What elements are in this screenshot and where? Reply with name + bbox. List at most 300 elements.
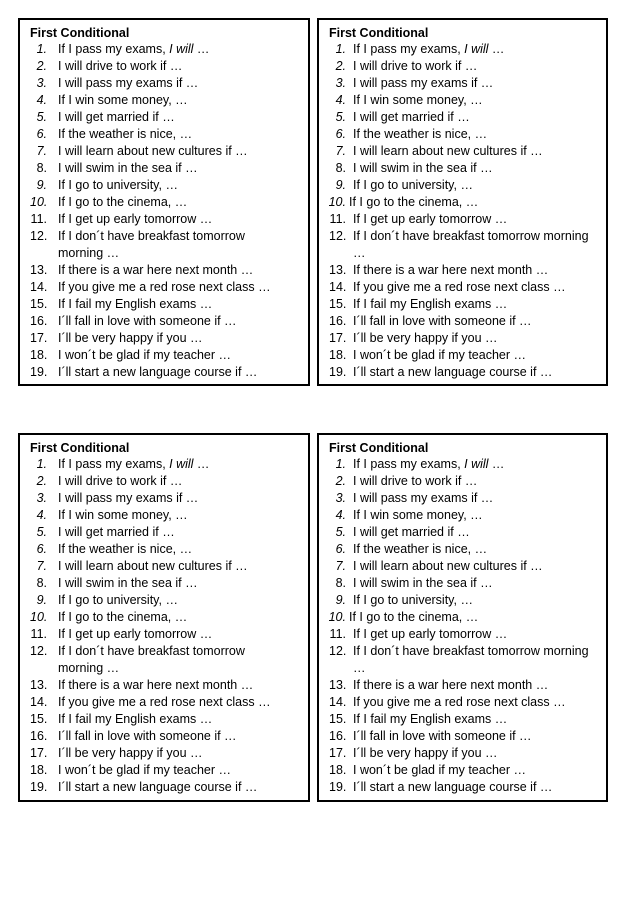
item-text-main: If there is a war here next month … — [58, 678, 254, 692]
list-item — [30, 524, 308, 541]
item-text-main: If I go to university, … — [58, 178, 178, 192]
item-number: 11. — [329, 212, 346, 226]
item-number: 9. — [36, 593, 47, 607]
item-number: 8. — [36, 161, 47, 175]
list-item — [30, 92, 308, 109]
list-item — [329, 592, 606, 609]
list-item — [30, 126, 308, 143]
item-text — [353, 330, 606, 347]
item-text — [58, 541, 308, 558]
item-number: 11. — [329, 627, 346, 641]
list-item — [30, 490, 308, 507]
item-text — [353, 228, 606, 262]
item-text — [353, 558, 606, 575]
list-item — [30, 177, 308, 194]
item-number: 16. — [30, 314, 48, 328]
item-text — [353, 490, 606, 507]
item-text — [353, 745, 606, 762]
list-item — [30, 473, 308, 490]
item-text — [58, 456, 308, 473]
item-text — [58, 58, 308, 75]
item-number: 17. — [30, 331, 48, 345]
list-item — [329, 143, 606, 160]
item-text-main: I´ll be very happy if you … — [58, 331, 203, 345]
item-text-emphasis: I will — [464, 457, 489, 471]
list-item — [329, 575, 606, 592]
item-number: 10. — [30, 610, 48, 624]
item-text-main: If I win some money, … — [353, 93, 483, 107]
item-text-main: If I go to university, … — [58, 593, 178, 607]
item-text — [353, 347, 606, 364]
item-number: 7. — [36, 144, 47, 158]
item-text — [349, 194, 606, 211]
item-text-main: I will drive to work if … — [353, 59, 478, 73]
item-text — [353, 160, 606, 177]
item-number: 7. — [335, 559, 346, 573]
item-text — [353, 92, 606, 109]
item-number: 16. — [329, 314, 347, 328]
item-number: 8. — [335, 161, 346, 175]
item-text — [58, 313, 308, 330]
item-number: 10. — [328, 195, 346, 209]
item-text-main: If I fail my English exams … — [58, 297, 213, 311]
item-text — [58, 677, 308, 694]
list-item — [329, 507, 606, 524]
item-text-main: I will pass my exams if … — [58, 491, 199, 505]
item-number: 15. — [329, 712, 347, 726]
item-number: 17. — [329, 746, 347, 760]
item-text — [58, 558, 308, 575]
list-item — [329, 109, 606, 126]
item-text-main: If the weather is nice, … — [353, 542, 488, 556]
list-item — [30, 296, 308, 313]
list-item — [30, 160, 308, 177]
item-number: 13. — [329, 263, 347, 277]
item-text-main: If I fail my English exams … — [58, 712, 213, 726]
list-item — [329, 490, 606, 507]
list-item — [329, 330, 606, 347]
item-text-main: If I don´t have breakfast tomorrow morning … — [353, 229, 589, 260]
item-number: 12. — [329, 644, 347, 658]
list-item — [30, 194, 308, 211]
list-item — [30, 109, 308, 126]
item-number: 7. — [335, 144, 346, 158]
item-text-main: If the weather is nice, … — [58, 542, 193, 556]
list-item — [329, 347, 606, 364]
item-number: 17. — [30, 746, 48, 760]
item-number: 4. — [335, 93, 346, 107]
item-number: 5. — [36, 525, 47, 539]
item-text-main: If I pass my exams, — [353, 457, 465, 471]
item-number: 18. — [329, 763, 347, 777]
item-text — [58, 143, 308, 160]
list-item — [30, 779, 308, 796]
item-text-main: I will pass my exams if … — [353, 491, 494, 505]
item-text-main: I will learn about new cultures if … — [58, 559, 248, 573]
item-text — [353, 507, 606, 524]
list-item — [30, 728, 308, 745]
list-item — [30, 762, 308, 779]
item-text — [353, 575, 606, 592]
item-text-main: If I don´t have breakfast tomorrow morning … — [58, 644, 245, 675]
item-text — [58, 609, 308, 626]
list-item — [329, 626, 606, 643]
item-number: 4. — [36, 508, 47, 522]
item-text — [353, 677, 606, 694]
item-text-main: I´ll fall in love with someone if … — [58, 314, 237, 328]
list-item — [329, 364, 606, 381]
list-item — [329, 262, 606, 279]
list-item — [329, 745, 606, 762]
item-text — [58, 575, 308, 592]
list-item — [329, 728, 606, 745]
item-text-main: I will pass my exams if … — [353, 76, 494, 90]
item-text — [58, 762, 308, 779]
item-text-main: If I win some money, … — [353, 508, 483, 522]
list-item — [30, 228, 308, 262]
item-text — [58, 296, 308, 313]
list-item — [30, 211, 308, 228]
item-text-main: If I go to university, … — [353, 593, 473, 607]
list-item — [30, 313, 308, 330]
item-text — [58, 711, 308, 728]
item-text-main: I will get married if … — [353, 525, 470, 539]
list-item — [30, 347, 308, 364]
item-number: 11. — [30, 627, 47, 641]
list-item — [329, 643, 606, 677]
card-bottom-left — [18, 433, 310, 802]
item-text-emphasis: I will — [464, 42, 489, 56]
item-text-main: If you give me a red rose next class … — [58, 695, 271, 709]
item-text-main: If I get up early tomorrow … — [353, 627, 508, 641]
list-item — [30, 364, 308, 381]
item-text-emphasis: I will — [169, 42, 194, 56]
list-item — [30, 592, 308, 609]
list-item — [329, 211, 606, 228]
item-number: 6. — [36, 127, 47, 141]
item-text-main: If I get up early tomorrow … — [353, 212, 508, 226]
list-item — [329, 228, 606, 262]
item-text — [58, 507, 308, 524]
item-text — [353, 279, 606, 296]
card-top-right — [317, 18, 608, 386]
item-number: 15. — [329, 297, 347, 311]
item-text-main: I will swim in the sea if … — [58, 161, 198, 175]
item-number: 18. — [329, 348, 347, 362]
item-text-main: I will swim in the sea if … — [353, 576, 493, 590]
list-item — [30, 279, 308, 296]
item-number: 6. — [335, 542, 346, 556]
item-text-main: I´ll fall in love with someone if … — [353, 729, 532, 743]
list-item — [329, 75, 606, 92]
item-number: 5. — [335, 110, 346, 124]
item-text-main: I will swim in the sea if … — [353, 161, 493, 175]
item-number: 14. — [329, 280, 347, 294]
item-text-main: I won´t be glad if my teacher … — [58, 348, 231, 362]
item-text-main: If I pass my exams, — [58, 42, 170, 56]
item-text — [353, 694, 606, 711]
item-text-main: If you give me a red rose next class … — [58, 280, 271, 294]
item-number: 10. — [328, 610, 346, 624]
item-number: 7. — [36, 559, 47, 573]
list-item — [329, 279, 606, 296]
item-text — [353, 456, 606, 473]
sentence-list — [30, 41, 308, 381]
list-item — [30, 262, 308, 279]
item-number: 1. — [335, 457, 346, 471]
item-text-main: I will learn about new cultures if … — [58, 144, 248, 158]
item-number: 19. — [30, 780, 48, 794]
item-text-main: If I win some money, … — [58, 93, 188, 107]
card-title: First Conditional — [30, 26, 130, 40]
item-text-main: If I don´t have breakfast tomorrow morning … — [353, 644, 589, 675]
item-text — [58, 694, 308, 711]
item-text-main: If I fail my English exams … — [353, 297, 508, 311]
item-text — [58, 330, 308, 347]
item-number: 5. — [36, 110, 47, 124]
sentence-list — [329, 456, 606, 796]
item-number: 4. — [36, 93, 47, 107]
list-item — [329, 762, 606, 779]
item-text-main: If I go to the cinema, … — [58, 195, 188, 209]
item-text-main: I´ll start a new language course if … — [58, 365, 258, 379]
list-item — [30, 330, 308, 347]
list-item — [30, 643, 308, 677]
item-text — [58, 643, 308, 677]
list-item — [329, 677, 606, 694]
item-number: 4. — [335, 508, 346, 522]
item-number: 14. — [30, 280, 48, 294]
item-text — [58, 745, 308, 762]
item-text-main: If the weather is nice, … — [353, 127, 488, 141]
list-item — [329, 558, 606, 575]
item-text-main: I´ll be very happy if you … — [353, 746, 498, 760]
item-text — [58, 490, 308, 507]
item-text — [353, 126, 606, 143]
item-text-main: If I go to the cinema, … — [349, 610, 479, 624]
item-text-main: I won´t be glad if my teacher … — [58, 763, 231, 777]
sentence-list — [30, 456, 308, 796]
item-text-tail: … — [488, 42, 505, 56]
list-item — [30, 711, 308, 728]
item-number: 19. — [329, 365, 347, 379]
item-number: 16. — [329, 729, 347, 743]
item-number: 1. — [36, 42, 47, 56]
item-number: 3. — [335, 491, 346, 505]
list-item — [30, 41, 308, 58]
item-text-main: I will drive to work if … — [58, 474, 183, 488]
item-number: 2. — [335, 474, 346, 488]
item-number: 10. — [30, 195, 48, 209]
item-text-main: I will learn about new cultures if … — [353, 559, 543, 573]
item-text — [58, 473, 308, 490]
list-item — [329, 541, 606, 558]
card-title: First Conditional — [30, 441, 130, 455]
item-text — [353, 58, 606, 75]
item-number: 15. — [30, 297, 48, 311]
item-text-main: If you give me a red rose next class … — [353, 280, 566, 294]
item-text — [353, 643, 606, 677]
item-text — [353, 728, 606, 745]
list-item — [30, 745, 308, 762]
item-number: 19. — [329, 780, 347, 794]
item-text-main: If you give me a red rose next class … — [353, 695, 566, 709]
item-text-main: If I go to university, … — [353, 178, 473, 192]
item-text-emphasis: I will — [169, 457, 194, 471]
item-number: 13. — [329, 678, 347, 692]
item-text-main: If I get up early tomorrow … — [58, 212, 213, 226]
item-text-main: If I pass my exams, — [353, 42, 465, 56]
item-number: 9. — [335, 178, 346, 192]
item-text — [58, 92, 308, 109]
item-text — [58, 160, 308, 177]
list-item — [329, 694, 606, 711]
item-text-main: I´ll fall in love with someone if … — [58, 729, 237, 743]
item-text — [58, 228, 308, 262]
list-item — [329, 92, 606, 109]
item-text — [353, 177, 606, 194]
item-text-main: If I go to the cinema, … — [58, 610, 188, 624]
list-item — [329, 296, 606, 313]
item-number: 2. — [335, 59, 346, 73]
item-text — [353, 592, 606, 609]
item-text — [353, 296, 606, 313]
item-number: 12. — [30, 229, 48, 243]
item-text-main: I´ll fall in love with someone if … — [353, 314, 532, 328]
item-text — [58, 779, 308, 796]
list-item — [30, 58, 308, 75]
item-number: 17. — [329, 331, 347, 345]
item-text — [349, 609, 606, 626]
list-item — [329, 41, 606, 58]
item-text-main: I will get married if … — [353, 110, 470, 124]
item-text-main: I will drive to work if … — [353, 474, 478, 488]
item-number: 6. — [335, 127, 346, 141]
item-number: 6. — [36, 542, 47, 556]
item-text-main: If there is a war here next month … — [353, 263, 549, 277]
item-text — [353, 143, 606, 160]
item-text — [58, 626, 308, 643]
item-text-main: I will get married if … — [58, 525, 175, 539]
item-text-main: I´ll start a new language course if … — [58, 780, 258, 794]
item-number: 2. — [36, 474, 47, 488]
item-number: 5. — [335, 525, 346, 539]
item-number: 19. — [30, 365, 48, 379]
item-number: 15. — [30, 712, 48, 726]
list-item — [329, 160, 606, 177]
item-text-main: If I pass my exams, — [58, 457, 170, 471]
item-text-main: If the weather is nice, … — [58, 127, 193, 141]
card-title: First Conditional — [329, 26, 429, 40]
list-item — [329, 313, 606, 330]
item-text — [353, 364, 606, 381]
list-item — [30, 694, 308, 711]
item-number: 9. — [36, 178, 47, 192]
item-text-tail: … — [193, 42, 210, 56]
list-item — [329, 58, 606, 75]
list-item — [30, 507, 308, 524]
card-top-left — [18, 18, 310, 386]
list-item — [329, 194, 606, 211]
list-item — [329, 609, 606, 626]
item-text — [353, 211, 606, 228]
item-text — [353, 41, 606, 58]
list-item — [329, 456, 606, 473]
item-number: 13. — [30, 263, 48, 277]
item-number: 1. — [335, 42, 346, 56]
item-text-main: I will pass my exams if … — [58, 76, 199, 90]
item-text — [58, 262, 308, 279]
item-text — [353, 626, 606, 643]
item-text — [58, 126, 308, 143]
sentence-list — [329, 41, 606, 381]
item-text-main: If I win some money, … — [58, 508, 188, 522]
list-item — [30, 677, 308, 694]
item-number: 8. — [335, 576, 346, 590]
item-text-main: If I don´t have breakfast tomorrow morning … — [58, 229, 245, 260]
item-text — [353, 541, 606, 558]
list-item — [30, 75, 308, 92]
list-item — [30, 456, 308, 473]
item-number: 12. — [30, 644, 48, 658]
item-number: 8. — [36, 576, 47, 590]
card-bottom-right — [317, 433, 608, 802]
list-item — [30, 143, 308, 160]
item-text — [353, 524, 606, 541]
item-text — [353, 473, 606, 490]
item-text — [58, 364, 308, 381]
list-item — [329, 524, 606, 541]
item-text-main: If there is a war here next month … — [353, 678, 549, 692]
item-number: 3. — [36, 491, 47, 505]
item-text — [353, 313, 606, 330]
item-text — [58, 194, 308, 211]
item-text — [58, 592, 308, 609]
item-number: 12. — [329, 229, 347, 243]
item-text — [353, 109, 606, 126]
item-number: 9. — [335, 593, 346, 607]
item-text-tail: … — [488, 457, 505, 471]
item-text — [353, 779, 606, 796]
item-number: 3. — [36, 76, 47, 90]
item-text-main: I´ll be very happy if you … — [58, 746, 203, 760]
item-text-main: I´ll be very happy if you … — [353, 331, 498, 345]
item-text — [58, 728, 308, 745]
item-number: 14. — [329, 695, 347, 709]
item-text-main: I´ll start a new language course if … — [353, 780, 553, 794]
item-number: 18. — [30, 348, 48, 362]
item-number: 2. — [36, 59, 47, 73]
item-text — [353, 262, 606, 279]
list-item — [329, 779, 606, 796]
item-text-main: I will get married if … — [58, 110, 175, 124]
item-text-main: If I go to the cinema, … — [349, 195, 479, 209]
item-text-main: I won´t be glad if my teacher … — [353, 348, 526, 362]
item-number: 3. — [335, 76, 346, 90]
item-number: 18. — [30, 763, 48, 777]
item-text-main: I won´t be glad if my teacher … — [353, 763, 526, 777]
list-item — [329, 126, 606, 143]
item-text-main: I´ll start a new language course if … — [353, 365, 553, 379]
item-text — [58, 109, 308, 126]
item-text-main: If I get up early tomorrow … — [58, 627, 213, 641]
item-number: 11. — [30, 212, 47, 226]
list-item — [30, 609, 308, 626]
item-text-main: I will swim in the sea if … — [58, 576, 198, 590]
list-item — [30, 575, 308, 592]
item-number: 13. — [30, 678, 48, 692]
list-item — [329, 473, 606, 490]
